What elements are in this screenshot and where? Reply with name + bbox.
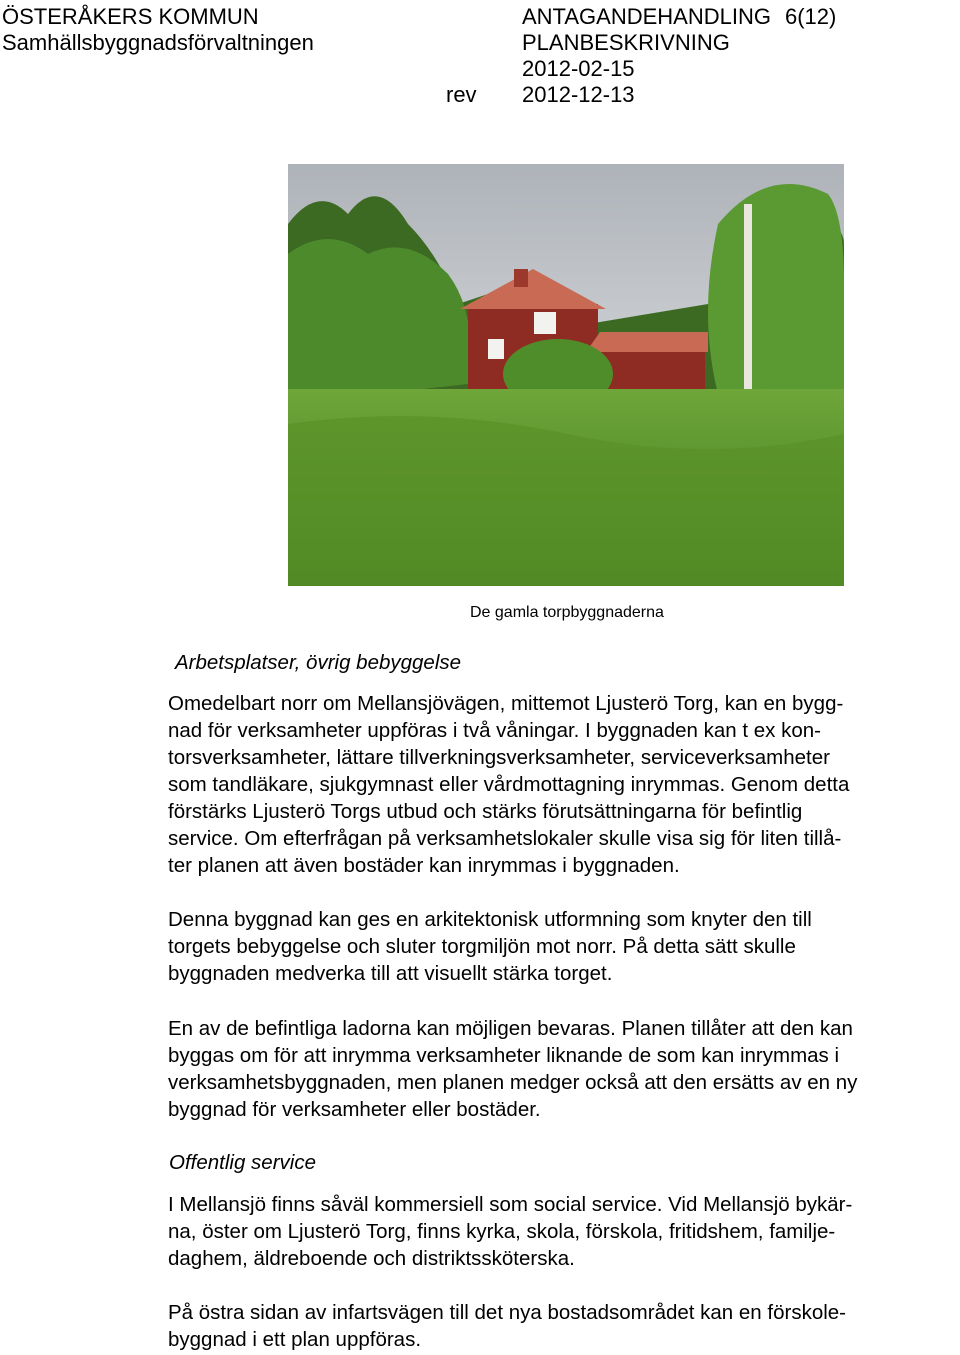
paragraph-line: torsverksamheter, lättare tillverkningsverksamheter, serviceverksamheter	[168, 746, 830, 769]
paragraph-line: verksamhetsbyggnaden, men planen medger också att den ersätts av en ny	[168, 1071, 858, 1094]
foliage-right	[708, 184, 844, 404]
paragraph	[168, 906, 812, 987]
rev-label: rev	[446, 82, 477, 107]
section-heading-workplaces: Arbetsplatser, övrig bebyggelse	[175, 651, 462, 674]
header-right	[446, 4, 836, 108]
paragraph-line: ter planen att även bostäder kan inrymmas i byggnaden.	[168, 854, 680, 877]
rev-row	[446, 82, 836, 108]
paragraph	[168, 690, 849, 879]
doc-name-row	[446, 30, 836, 56]
photo-caption: De gamla torpbyggnaderna	[470, 604, 664, 621]
paragraph-line: Denna byggnad kan ges en arkitektonisk utformning som knyter den till	[168, 908, 812, 931]
paragraph-line: förstärks Ljusterö Torgs utbud och stärks förutsättningarna för befintlig	[168, 800, 803, 823]
section-heading-public-service: Offentlig service	[169, 1151, 316, 1174]
doc-type: ANTAGANDEHANDLING	[522, 4, 771, 29]
chimney	[514, 269, 528, 287]
doc-name: PLANBESKRIVNING	[522, 30, 730, 55]
farmhouse-photo	[288, 164, 844, 586]
paragraph-line: Omedelbart norr om Mellansjövägen, mittemot Ljusterö Torg, kan en bygg-	[168, 692, 844, 715]
date-row	[446, 56, 836, 82]
doc-name-spacer	[446, 30, 522, 56]
page-number: 6(12)	[784, 4, 837, 29]
house-window	[534, 312, 556, 334]
doc-type-row	[446, 4, 836, 30]
paragraph-line: En av de befintliga ladorna kan möjligen bevaras. Planen tillåter att den kan	[168, 1017, 853, 1040]
paragraph-line: På östra sidan av infartsvägen till det nya bostadsområdet kan en förskole-	[168, 1301, 847, 1324]
paragraph-line: byggnad i ett plan uppföras.	[168, 1328, 422, 1351]
paragraph-line: byggnad för verksamheter eller bostäder.	[168, 1098, 541, 1121]
paragraph	[168, 1015, 857, 1123]
paragraph-line: daghem, äldreboende och distriktssköterska.	[168, 1247, 575, 1270]
paragraph-line: som tandläkare, sjukgymnast eller vårdmottagning inrymmas. Genom detta	[168, 773, 850, 796]
rev-date: 2012-12-13	[522, 82, 635, 107]
paragraph	[168, 1191, 852, 1272]
paragraph-line: nad för verksamheter uppföras i två våningar. I byggnaden kan t ex kon-	[168, 719, 821, 742]
doc-type-spacer	[446, 4, 522, 30]
paragraph-line: torgets bebyggelse och sluter torgmiljön mot norr. På detta sätt skulle	[168, 935, 796, 958]
header-left	[2, 4, 314, 56]
birch-trunk	[744, 204, 752, 414]
paragraph-line: service. Om efterfrågan på verksamhetslokaler skulle visa sig för liten tillå-	[168, 827, 842, 850]
paragraph-line: byggnaden medverka till att visuellt stärka torget.	[168, 962, 613, 985]
department-name: Samhällsbyggnadsförvaltningen	[2, 30, 314, 55]
paragraph-line: byggas om för att inrymma verksamheter liknande de som kan inrymmas i	[168, 1044, 840, 1067]
doc-date: 2012-02-15	[522, 56, 635, 81]
paragraph-line: I Mellansjö finns såväl kommersiell som social service. Vid Mellansjö bykär-	[168, 1193, 853, 1216]
extension-roof	[586, 332, 708, 352]
paragraph-line: na, öster om Ljusterö Torg, finns kyrka, skola, förskola, fritidshem, familje-	[168, 1220, 836, 1243]
paragraph	[168, 1299, 846, 1353]
house-window-2	[488, 339, 504, 359]
org-name: ÖSTERÅKERS KOMMUN	[2, 4, 259, 29]
date-spacer	[446, 56, 522, 82]
